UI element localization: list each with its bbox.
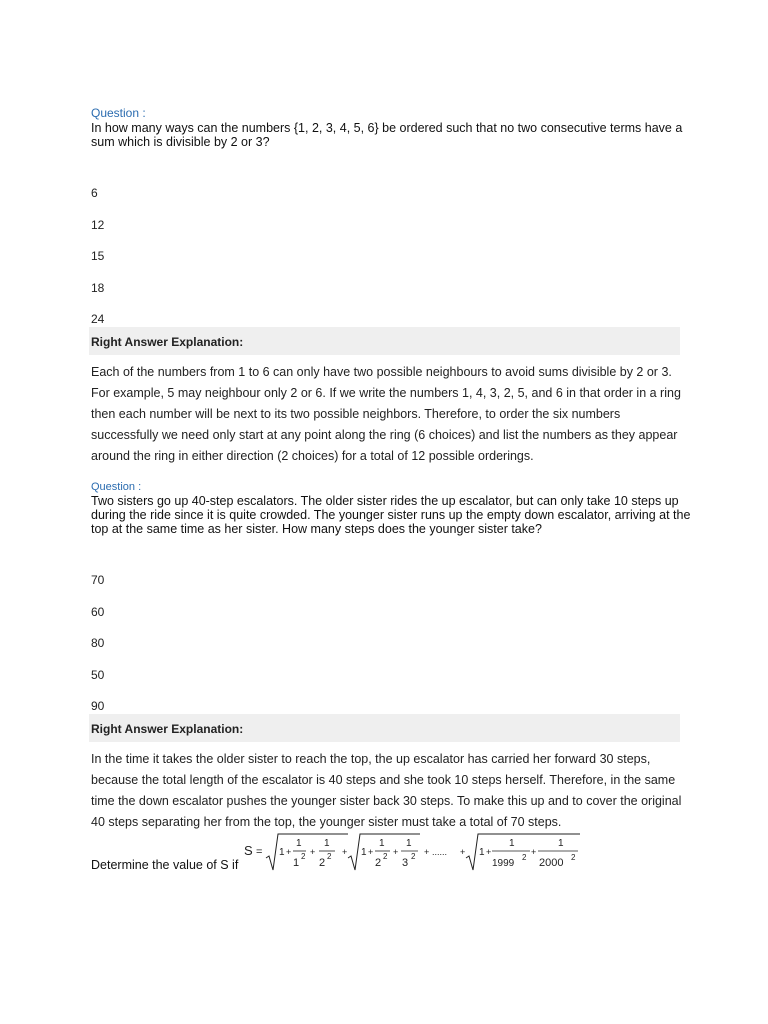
r1-den2: 2: [319, 857, 326, 869]
q1-option-5[interactable]: 24: [91, 312, 105, 326]
r1-one: 1: [279, 847, 285, 858]
r2-one: 1: [361, 847, 367, 858]
q2-option-4[interactable]: 50: [91, 668, 105, 682]
r2-plus-a: +: [368, 847, 374, 857]
q1-option-3[interactable]: 15: [91, 249, 105, 263]
q1-explanation-text: Each of the numbers from 1 to 6 can only have two possible neighbours to avoid sums divisible by 2 or 3. For example, 5 may neighbour only 2 or 6. If we write the numbers 1, 4, 3, 2, 5, and 6 in that order in a ring then each number will be next to its two possible neighbors. Therefore, to order the six numbers successfully we need only start at any point along the ring (6 choices) and list the numbers as they appear around the ring in either direction (2 choices) for a total of 12 possible orderings.: [91, 365, 681, 463]
q2-option-5[interactable]: 90: [91, 699, 105, 713]
q2-option-2[interactable]: 60: [91, 605, 105, 619]
r3-one: 1: [479, 847, 485, 858]
r1-num2: 1: [324, 838, 330, 849]
q2-explanation-header: [89, 714, 680, 742]
r1-plus-b: +: [310, 847, 316, 857]
r2-den1: 2: [375, 857, 382, 869]
r2-plus-b: +: [393, 847, 399, 857]
q1-option-4[interactable]: 18: [91, 281, 105, 295]
question-1-label: Question :: [91, 106, 146, 120]
r1-num1: 1: [296, 838, 302, 849]
r1-exp1: 2: [301, 852, 306, 861]
q1-option-2[interactable]: 12: [91, 218, 105, 232]
q2-option-3[interactable]: 80: [91, 636, 105, 650]
formula-plus-1: +: [342, 847, 348, 857]
q2-option-1[interactable]: 70: [91, 573, 105, 587]
formula-eq: =: [256, 846, 263, 858]
q2-explanation-text: In the time it takes the older sister to reach the top, the up escalator has carried her forward 30 steps, because the total length of the escalator is 40 steps and she took 10 steps herself. Therefore, in the same time the down escalator pushes the younger sister back 30 steps. To make this up and to cover the original 40 steps separating her from the top, the younger sister must take a total of 70 steps.: [91, 752, 682, 829]
q1-explanation-heading: Right Answer Explanation:: [91, 335, 244, 349]
formula-ellipsis: ......: [432, 847, 448, 857]
q1-option-1[interactable]: 6: [91, 186, 98, 200]
r3-num1: 1: [509, 838, 515, 849]
formula-lhs: S: [244, 843, 253, 858]
r3-exp1: 2: [522, 853, 527, 862]
r2-num1: 1: [379, 838, 385, 849]
question-2-text: Two sisters go up 40-step escalators. The older sister rides the up escalator, but can only take 10 steps up during the ride since it is quite crowded. The younger sister runs up the empty down escalator, arriving at the top at the same time as her sister. How many steps does the younger sister take?: [91, 494, 691, 536]
q1-explanation-header: [89, 327, 680, 355]
q2-explanation-heading: Right Answer Explanation:: [91, 722, 244, 736]
r2-exp2: 2: [411, 852, 416, 861]
question-3-prompt: Determine the value of S if: [91, 858, 239, 872]
r3-den1: 1999: [492, 858, 515, 869]
r2-exp1: 2: [383, 852, 388, 861]
r3-num2: 1: [558, 838, 564, 849]
r2-num2: 1: [406, 838, 412, 849]
r2-den2: 3: [402, 857, 409, 869]
question-2-label: Question :: [91, 481, 142, 493]
formula-plus-2: +: [424, 847, 430, 857]
r3-exp2: 2: [571, 853, 576, 862]
r3-plus-a: +: [486, 847, 492, 857]
formula-plus-3: +: [460, 847, 466, 857]
r3-plus-b: +: [531, 847, 537, 857]
question-1-text: In how many ways can the numbers {1, 2, 3, 4, 5, 6} be ordered such that no two consecutive terms have a sum which is divisible by 2 or 3?: [91, 121, 683, 149]
r1-plus-a: +: [286, 847, 292, 857]
sum-formula: [238, 828, 588, 874]
r1-exp2: 2: [327, 852, 332, 861]
r1-den1: 1: [293, 857, 300, 869]
r3-den2: 2000: [539, 857, 564, 869]
